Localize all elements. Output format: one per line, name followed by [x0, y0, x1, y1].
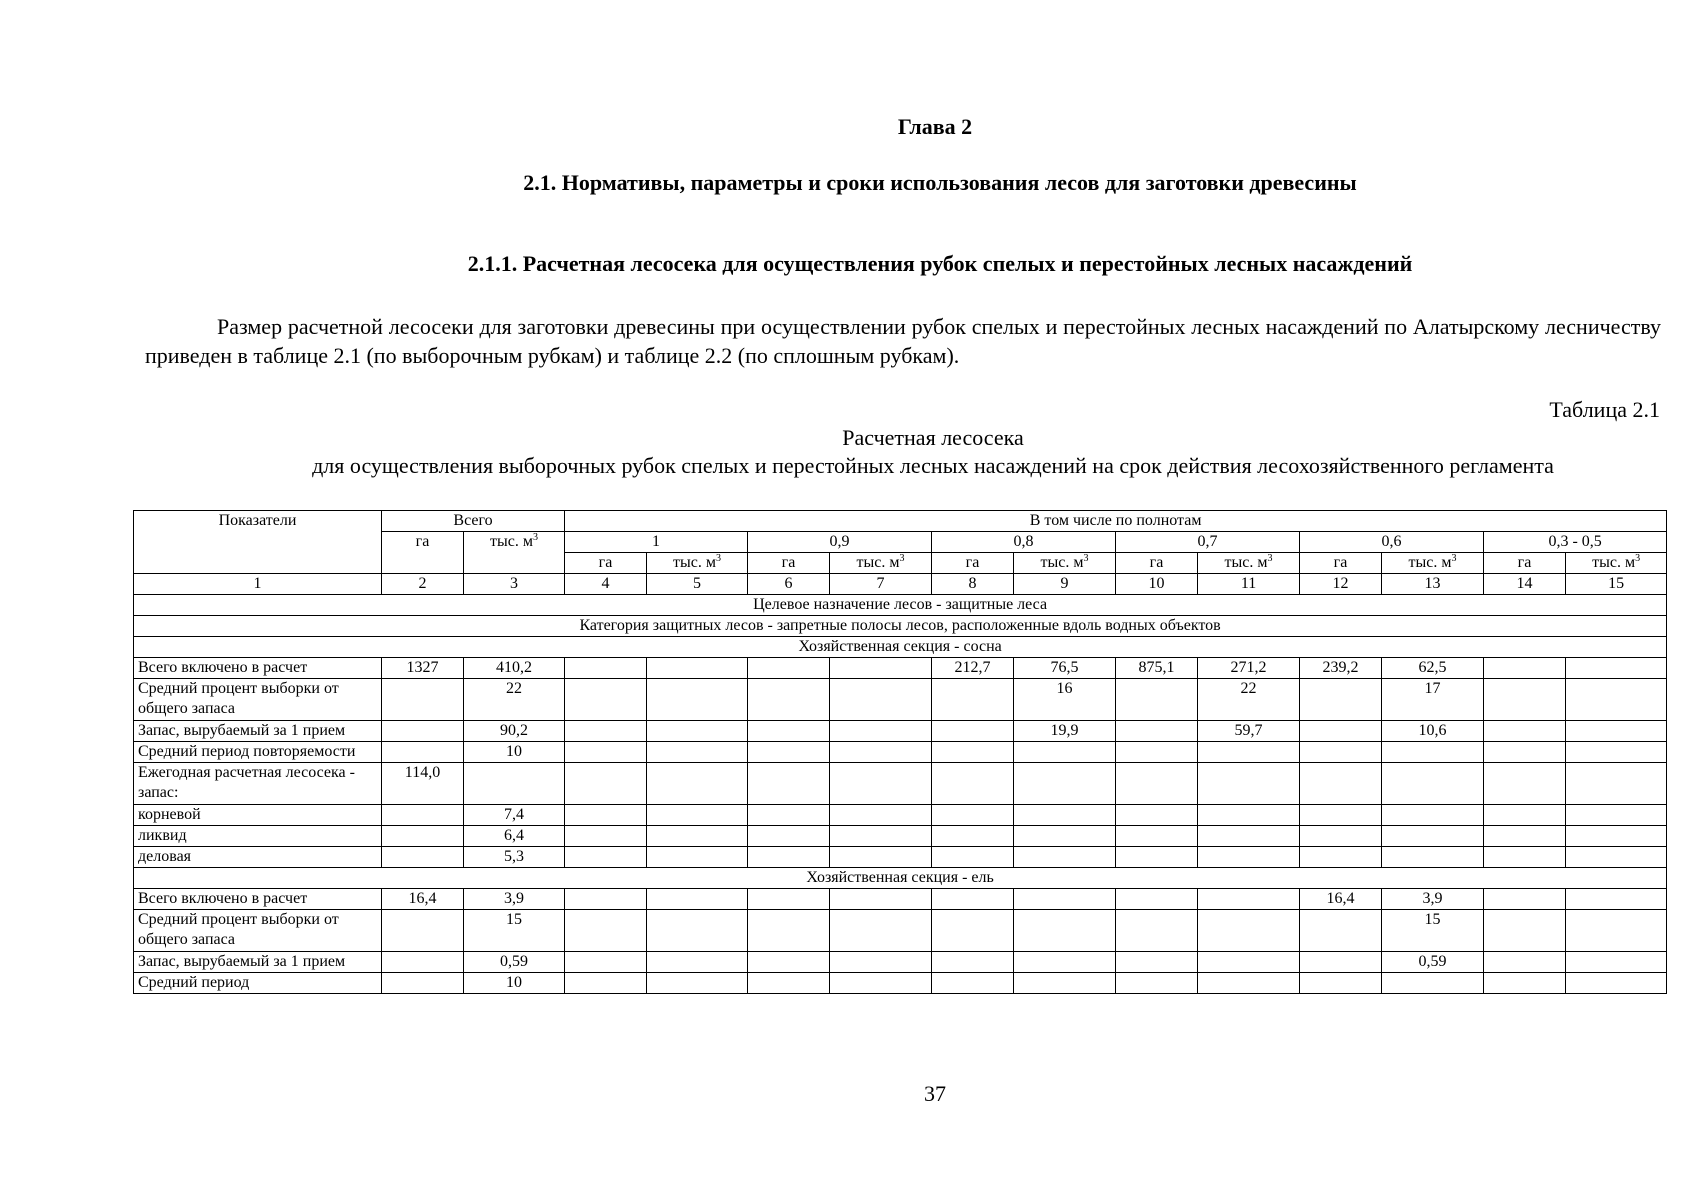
table-row — [134, 805, 1667, 826]
table-row — [134, 742, 1667, 763]
table-cell — [1566, 889, 1667, 910]
table-cell: 3,9 — [1382, 889, 1484, 910]
table-cell — [830, 889, 932, 910]
table-cell — [932, 973, 1014, 994]
table-cell — [565, 973, 647, 994]
header-unit-volume: тыс. $м^3$ — [647, 553, 748, 574]
table-cell — [647, 763, 748, 805]
table-cell — [647, 973, 748, 994]
table-row — [134, 973, 1667, 994]
table-cell — [1566, 679, 1667, 721]
table-cell: 16 — [1014, 679, 1116, 721]
table-cell — [1300, 973, 1382, 994]
table-cell: 1327 — [382, 658, 464, 679]
row-label: Средний период повторяемости — [134, 742, 382, 763]
body-paragraph: Размер расчетной лесосеки для заготовки древесины при осуществлении рубок спелых и перестойных лесных насаждений по Алатырскому лесничеству приведен в таблице 2.1 (по выборочным рубкам) и таблице 2.2 (по сплошным рубкам). — [145, 314, 1661, 368]
table-cell — [565, 826, 647, 847]
table-cell — [1566, 721, 1667, 742]
table-cell: 16,4 — [382, 889, 464, 910]
table-cell: 239,2 — [1300, 658, 1382, 679]
table-cell: 271,2 — [1198, 658, 1300, 679]
row-label: ликвид — [134, 826, 382, 847]
column-number: 10 — [1116, 574, 1198, 595]
table-cell — [1484, 805, 1566, 826]
table-cell — [932, 721, 1014, 742]
table-label: Таблица 2.1 — [1549, 397, 1660, 422]
row-label: Средний период — [134, 973, 382, 994]
table-cell — [647, 952, 748, 973]
table-cell — [647, 826, 748, 847]
table-cell — [1566, 952, 1667, 973]
subsection-heading: 2.1.1. Расчетная лесосека для осуществления рубок спелых и перестойных лесных насаждений — [467, 251, 1413, 276]
header-unit-ha: га — [1484, 553, 1566, 574]
table-cell — [1014, 952, 1116, 973]
table-cell: 410,2 — [464, 658, 565, 679]
table-cell — [932, 952, 1014, 973]
row-label: Ежегодная расчетная лесосека - запас: — [134, 763, 382, 805]
header-density-0-3-0-5: 0,3 - 0,5 — [1484, 532, 1667, 553]
column-number: 2 — [382, 574, 464, 595]
table-cell — [382, 742, 464, 763]
table-cell: 19,9 — [1014, 721, 1116, 742]
table-cell — [1484, 742, 1566, 763]
column-number: 5 — [647, 574, 748, 595]
header-unit-volume: тыс. $м^3$ — [1198, 553, 1300, 574]
header-total-ha: га — [382, 532, 464, 574]
table-cell — [565, 742, 647, 763]
table-cell — [565, 805, 647, 826]
column-number: 14 — [1484, 574, 1566, 595]
column-number: 8 — [932, 574, 1014, 595]
table-cell — [382, 805, 464, 826]
table-cell — [748, 658, 830, 679]
table-cell — [1300, 910, 1382, 952]
table-cell: 10 — [464, 973, 565, 994]
table-cell — [1116, 742, 1198, 763]
table-cell — [932, 910, 1014, 952]
table-cell — [748, 910, 830, 952]
table-cell — [1014, 910, 1116, 952]
table-cell — [932, 679, 1014, 721]
table-cell — [464, 763, 565, 805]
header-unit-volume: тыс. $м^3$ — [830, 553, 932, 574]
table-cell: 22 — [1198, 679, 1300, 721]
table-row — [134, 889, 1667, 910]
header-unit-ha: га — [1300, 553, 1382, 574]
table-cell — [1382, 973, 1484, 994]
table-cell — [1566, 847, 1667, 868]
table-cell: 10 — [464, 742, 565, 763]
table-cell — [1484, 847, 1566, 868]
table-cell — [1300, 679, 1382, 721]
row-label: деловая — [134, 847, 382, 868]
section-purpose: Целевое назначение лесов - защитные леса — [134, 595, 1667, 616]
table-cell — [382, 847, 464, 868]
table-cell — [565, 910, 647, 952]
table-cell — [1484, 721, 1566, 742]
column-number: 1 — [134, 574, 382, 595]
header-total-volume: тыс. $м^3$ — [464, 532, 565, 574]
table-cell: 16,4 — [1300, 889, 1382, 910]
table-row — [134, 826, 1667, 847]
column-number: 4 — [565, 574, 647, 595]
table-cell — [1484, 826, 1566, 847]
table-cell — [1198, 847, 1300, 868]
table-cell — [1484, 763, 1566, 805]
table-cell — [565, 679, 647, 721]
table-cell — [382, 952, 464, 973]
table-cell — [1116, 826, 1198, 847]
table-cell — [1566, 826, 1667, 847]
table-cell — [1116, 721, 1198, 742]
table-cell — [830, 658, 932, 679]
table-cell — [647, 889, 748, 910]
table-cell — [830, 826, 932, 847]
table-row — [134, 658, 1667, 679]
table-cell — [1566, 805, 1667, 826]
header-density-1: 1 — [565, 532, 748, 553]
table-cell — [382, 721, 464, 742]
table-cell — [1300, 847, 1382, 868]
column-number: 13 — [1382, 574, 1484, 595]
column-number: 11 — [1198, 574, 1300, 595]
table-cell: 5,3 — [464, 847, 565, 868]
table-cell — [748, 847, 830, 868]
table-cell — [647, 658, 748, 679]
table-cell — [830, 805, 932, 826]
table-cell — [1116, 679, 1198, 721]
table-cell: 15 — [1382, 910, 1484, 952]
table-cell — [382, 826, 464, 847]
table-cell — [748, 805, 830, 826]
table-cell: 62,5 — [1382, 658, 1484, 679]
table-cell — [1014, 805, 1116, 826]
table-cell — [1300, 826, 1382, 847]
header-density-0-7: 0,7 — [1116, 532, 1300, 553]
table-cell — [1300, 763, 1382, 805]
row-label: Средний процент выборки от общего запаса — [134, 910, 382, 952]
table-cell — [1566, 742, 1667, 763]
header-indicators: Показатели — [134, 511, 382, 574]
table-cell — [1014, 889, 1116, 910]
table-cell — [647, 910, 748, 952]
table-cell: 114,0 — [382, 763, 464, 805]
header-total: Всего — [382, 511, 565, 532]
table-cell: 90,2 — [464, 721, 565, 742]
row-label: Всего включено в расчет — [134, 889, 382, 910]
table-cell — [1014, 826, 1116, 847]
table-cell — [748, 973, 830, 994]
table-cell: 0,59 — [464, 952, 565, 973]
table-cell — [1198, 889, 1300, 910]
table-cell — [382, 910, 464, 952]
table-cell: 7,4 — [464, 805, 565, 826]
column-number: 3 — [464, 574, 565, 595]
allowable-cut-table — [133, 510, 1667, 994]
table-cell — [1382, 826, 1484, 847]
table-cell — [1014, 847, 1116, 868]
row-label: Всего включено в расчет — [134, 658, 382, 679]
table-cell — [932, 826, 1014, 847]
table-cell — [830, 847, 932, 868]
section-heading: 2.1. Нормативы, параметры и сроки использования лесов для заготовки древесины — [523, 170, 1357, 195]
table-cell: 59,7 — [1198, 721, 1300, 742]
table-cell — [1116, 952, 1198, 973]
row-label: Запас, вырубаемый за 1 прием — [134, 721, 382, 742]
header-unit-volume: тыс. $м^3$ — [1014, 553, 1116, 574]
table-row — [134, 847, 1667, 868]
table-cell — [748, 679, 830, 721]
table-cell — [748, 721, 830, 742]
table-cell — [1300, 952, 1382, 973]
table-cell — [1484, 889, 1566, 910]
table-cell: 22 — [464, 679, 565, 721]
table-cell — [1198, 952, 1300, 973]
column-numbers-row — [134, 574, 1667, 595]
table-cell — [565, 952, 647, 973]
table-cell: 76,5 — [1014, 658, 1116, 679]
header-by-density: В том числе по полнотам — [565, 511, 1667, 532]
table-cell — [748, 826, 830, 847]
table-cell — [647, 742, 748, 763]
page-number: 37 — [924, 1081, 946, 1106]
table-cell: 875,1 — [1116, 658, 1198, 679]
table-cell — [382, 973, 464, 994]
table-cell — [1014, 742, 1116, 763]
table-cell — [830, 742, 932, 763]
table-cell — [1198, 742, 1300, 763]
table-cell — [565, 658, 647, 679]
table-subtitle: для осуществления выборочных рубок спелых и перестойных лесных насаждений на срок действия лесохозяйственного регламента — [312, 453, 1554, 478]
table-cell — [830, 910, 932, 952]
table-cell — [748, 763, 830, 805]
table-cell — [1198, 763, 1300, 805]
table-cell — [932, 847, 1014, 868]
table-cell: 212,7 — [932, 658, 1014, 679]
table-cell — [1116, 847, 1198, 868]
table-cell — [1484, 658, 1566, 679]
header-unit-ha: га — [565, 553, 647, 574]
table-cell — [1116, 889, 1198, 910]
table-cell — [932, 742, 1014, 763]
section-spruce: Хозяйственная секция - ель — [134, 868, 1667, 889]
table-cell — [1484, 952, 1566, 973]
table-cell — [1198, 826, 1300, 847]
table-cell — [1116, 763, 1198, 805]
table-cell — [565, 763, 647, 805]
table-cell — [1014, 763, 1116, 805]
table-cell — [1198, 973, 1300, 994]
table-cell: 0,59 — [1382, 952, 1484, 973]
table-title: Расчетная лесосека — [842, 425, 1024, 450]
table-cell: 6,4 — [464, 826, 565, 847]
table-cell — [1300, 742, 1382, 763]
table-cell: 17 — [1382, 679, 1484, 721]
column-number: 7 — [830, 574, 932, 595]
table-cell — [748, 952, 830, 973]
column-number: 15 — [1566, 574, 1667, 595]
table-cell — [830, 679, 932, 721]
header-unit-ha: га — [748, 553, 830, 574]
column-number: 12 — [1300, 574, 1382, 595]
table-cell — [830, 973, 932, 994]
table-cell — [830, 763, 932, 805]
table-cell — [382, 679, 464, 721]
section-pine: Хозяйственная секция - сосна — [134, 637, 1667, 658]
table-cell — [565, 721, 647, 742]
table-cell — [1116, 910, 1198, 952]
table-cell — [1382, 742, 1484, 763]
table-cell — [932, 805, 1014, 826]
header-unit-ha: га — [1116, 553, 1198, 574]
table-cell — [647, 805, 748, 826]
table-cell — [1484, 973, 1566, 994]
table-cell — [932, 763, 1014, 805]
header-unit-volume: тыс. $м^3$ — [1566, 553, 1667, 574]
header-unit-ha: га — [932, 553, 1014, 574]
header-density-0-8: 0,8 — [932, 532, 1116, 553]
table-cell — [748, 742, 830, 763]
table-cell — [830, 721, 932, 742]
table-row — [134, 763, 1667, 805]
table-cell — [1382, 763, 1484, 805]
table-row — [134, 910, 1667, 952]
table-cell — [1484, 679, 1566, 721]
table-cell — [1116, 973, 1198, 994]
table-cell — [565, 889, 647, 910]
table-cell — [1014, 973, 1116, 994]
header-density-0-6: 0,6 — [1300, 532, 1484, 553]
table-cell — [647, 847, 748, 868]
table-cell — [647, 679, 748, 721]
table-cell — [1566, 658, 1667, 679]
table-cell — [1382, 847, 1484, 868]
table-cell: 10,6 — [1382, 721, 1484, 742]
column-number: 6 — [748, 574, 830, 595]
table-row — [134, 721, 1667, 742]
row-label: Запас, вырубаемый за 1 прием — [134, 952, 382, 973]
column-number: 9 — [1014, 574, 1116, 595]
table-cell — [1198, 805, 1300, 826]
table-cell — [1566, 763, 1667, 805]
row-label: Средний процент выборки от общего запаса — [134, 679, 382, 721]
header-unit-volume: тыс. $м^3$ — [1382, 553, 1484, 574]
table-cell — [1116, 805, 1198, 826]
table-cell — [1382, 805, 1484, 826]
header-density-0-9: 0,9 — [748, 532, 932, 553]
table-cell — [1300, 805, 1382, 826]
table-cell — [565, 847, 647, 868]
table-cell — [647, 721, 748, 742]
table-cell — [1484, 910, 1566, 952]
table-cell — [748, 889, 830, 910]
table-cell — [1566, 973, 1667, 994]
table-cell: 3,9 — [464, 889, 565, 910]
table-cell — [1198, 910, 1300, 952]
row-label: корневой — [134, 805, 382, 826]
table-cell — [1300, 721, 1382, 742]
table-row — [134, 952, 1667, 973]
table-cell — [830, 952, 932, 973]
chapter-title: Глава 2 — [897, 114, 973, 139]
table-cell: 15 — [464, 910, 565, 952]
section-category: Категория защитных лесов - запретные полосы лесов, расположенные вдоль водных объектов — [134, 616, 1667, 637]
table-row — [134, 679, 1667, 721]
table-cell — [1566, 910, 1667, 952]
table-cell — [932, 889, 1014, 910]
